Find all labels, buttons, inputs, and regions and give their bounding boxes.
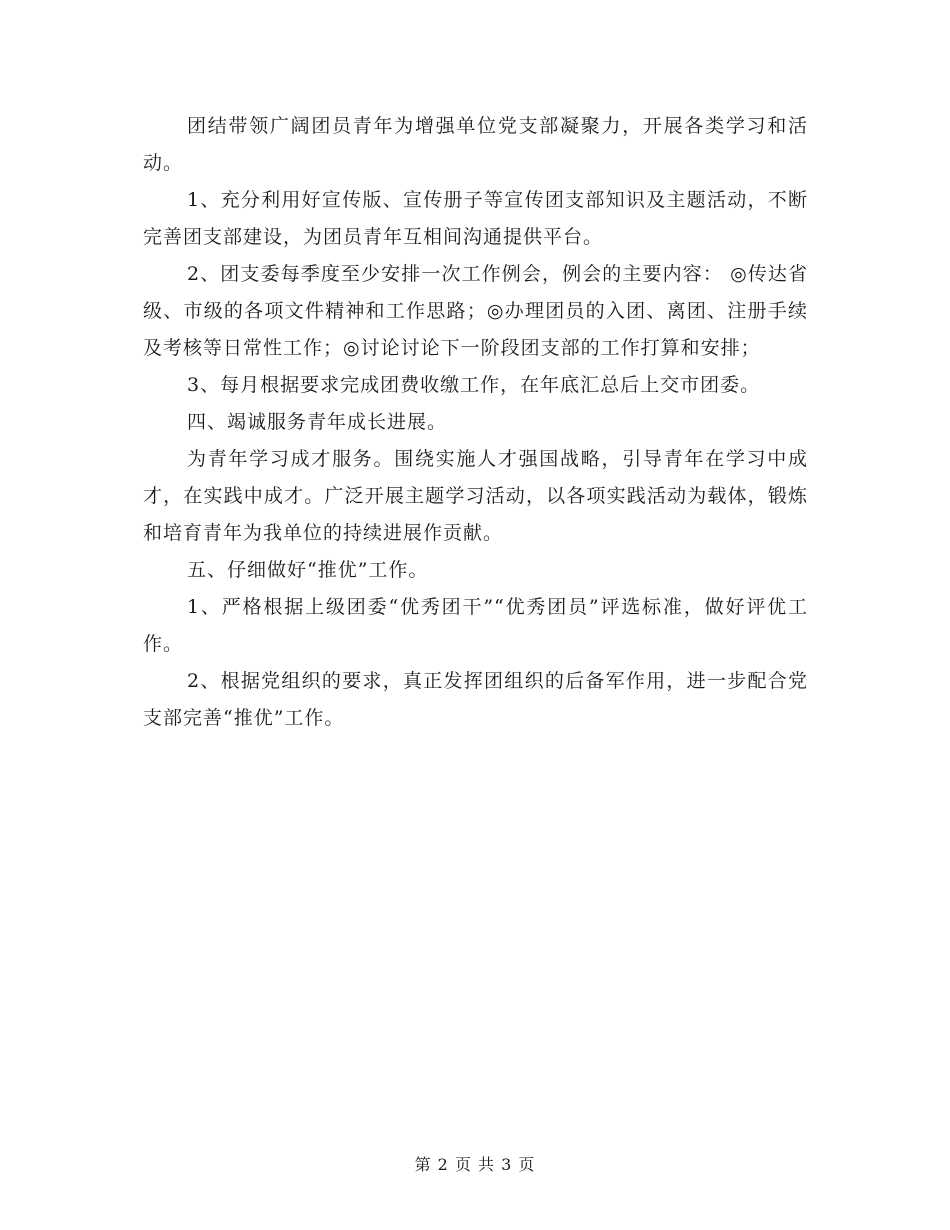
document-body: [143, 108, 808, 737]
paragraph: 3、每月根据要求完成团费收缴工作，在年底汇总后上交市团委。: [187, 374, 761, 396]
section-heading: 五、仔细做好“推优”工作。: [187, 559, 429, 581]
paragraph: 1、充分利用好宣传版、宣传册子等宣传团支部知识及主题活动，不断完善团支部建设，为团员青年互相间沟通提供平台。: [143, 189, 808, 248]
paragraph: 1、严格根据上级团委“优秀团干”“优秀团员”评选标准，做好评优工作。: [143, 596, 808, 655]
paragraph: 2、根据党组织的要求，真正发挥团组织的后备军作用，进一步配合党支部完善“推优”工作。: [143, 670, 808, 729]
page-number-footer: 第 2 页 共 3 页: [414, 1155, 536, 1174]
paragraph: 2、团支委每季度至少安排一次工作例会，例会的主要内容： ◎传达省级、市级的各项文件精神和工作思路；◎办理团员的入团、离团、注册手续及考核等日常性工作；◎讨论讨论下一阶段团支部的工作打算和安排；: [143, 263, 808, 359]
paragraph: 团结带领广阔团员青年为增强单位党支部凝聚力，开展各类学习和活动。: [143, 115, 808, 174]
paragraph: 为青年学习成才服务。围绕实施人才强国战略，引导青年在学习中成才，在实践中成才。广泛开展主题学习活动，以各项实践活动为载体，锻炼和培育青年为我单位的持续进展作贡献。: [143, 448, 808, 544]
section-heading: 四、竭诚服务青年成长进展。: [187, 411, 448, 433]
